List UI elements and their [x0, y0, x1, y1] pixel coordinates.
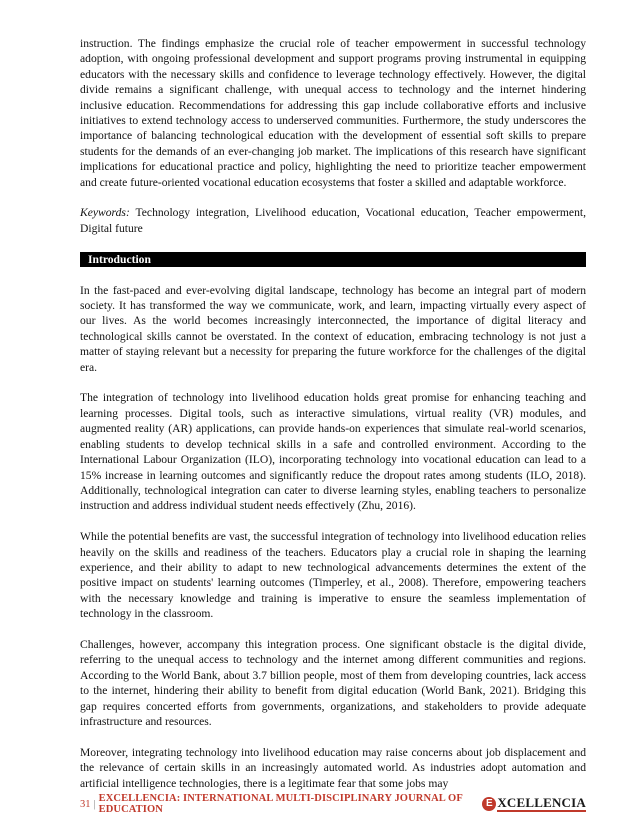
- body-paragraph: The integration of technology into livelihood education holds great promise for enhancing teaching and learning processes. Digital tools, such as interactive simulations, virtual reality (VR) modules, and augmented reality (AR) applications, can provide hands-on experiences that simulate real-world scenarios, enabling students to develop technical skills in a safe and controlled environment. According to the International Labour Organization (ILO), incorporating technology into vocational education can lead to a 15% increase in learning outcomes and significantly reduce the dropout rates among students (ILO, 2018). Additionally, technological integration can cater to diverse learning styles, enabling teachers to personalize instruction and address individual student needs effectively (Zhu, 2016).: [80, 391, 586, 513]
- logo-underline: [497, 810, 586, 812]
- body-paragraph: Challenges, however, accompany this integration process. One significant obstacle is the digital divide, referring to the unequal access to technology and the internet among different communities and regions. According to the World Bank, about 3.7 billion people, most of them from developing countries, lack access to the internet, hindering their ability to benefit from digital education (World Bank, 2021). Bridging this gap requires concerted efforts from governments, organizations, and stakeholders to provide adequate infrastructure and resources.: [80, 637, 586, 728]
- body-paragraph: In the fast-paced and ever-evolving digital landscape, technology has become an integral part of modern society. It has transformed the way we communicate, work, and learn, impacting virtually every aspect of our lives. As the world becomes increasingly interconnected, the importance of digital literacy and technological skills cannot be overstated. In the context of education, embracing technology is not just a matter of staying relevant but a necessity for preparing the future workforce for the challenges of the digital era.: [80, 283, 586, 374]
- journal-title: EXCELLENCIA: INTERNATIONAL MULTI-DISCIPLINARY JOURNAL OF EDUCATION: [98, 793, 463, 815]
- logo-mark-icon: E: [482, 797, 496, 811]
- keywords-text: Technology integration, Livelihood education, Vocational education, Teacher empowerment, Digital future: [80, 206, 586, 235]
- journal-logo: [482, 796, 586, 812]
- page-number: 31: [80, 798, 91, 810]
- keywords-line: [80, 205, 586, 236]
- footer-separator: |: [93, 798, 96, 810]
- logo-wordmark: XCELLENCIA: [497, 795, 586, 810]
- logo-text: [497, 796, 586, 812]
- abstract-tail-paragraph: instruction. The findings emphasize the crucial role of teacher empowerment in successful technology adoption, with ongoing professional development and support programs proving instrumental in equipping educators with the necessary skills and confidence to leverage technology effectively. However, the digital divide remains a significant challenge, with unequal access to technology and the internet hindering inclusive education. Recommendations for addressing this gap include collaborative efforts and inclusive initiatives to extend technology access to underserved communities. Furthermore, the study underscores the importance of balancing technological education with the development of essential soft skills to prepare students for the demands of an ever-changing job market. The implications of this research have significant implications for educational practice and policy, highlighting the need to prioritize teacher empowerment and create future-oriented vocational education ecosystems that foster a skilled and adaptable workforce.: [80, 37, 586, 189]
- body-paragraph: Moreover, integrating technology into livelihood education may raise concerns about job displacement and the relevance of certain skills in an increasingly automated world. As industries adopt automation and artificial intelligence technologies, there is a legitimate fear that some jobs may: [80, 745, 586, 790]
- keywords-label: Keywords:: [80, 206, 130, 220]
- section-heading-introduction: Introduction: [80, 252, 586, 267]
- page-footer: [80, 793, 586, 815]
- article-body: [80, 36, 586, 806]
- body-paragraph: While the potential benefits are vast, the successful integration of technology into livelihood education relies heavily on the skills and readiness of the teachers. Educators play a crucial role in shaping the learning experience, and their ability to adapt to new technological advancements determines the extent of the positive impact on students' learning outcomes (Timperley, et al., 2008). Therefore, empowering teachers with the necessary knowledge and training is imperative to ensure the seamless implementation of technology in the classroom.: [80, 530, 586, 621]
